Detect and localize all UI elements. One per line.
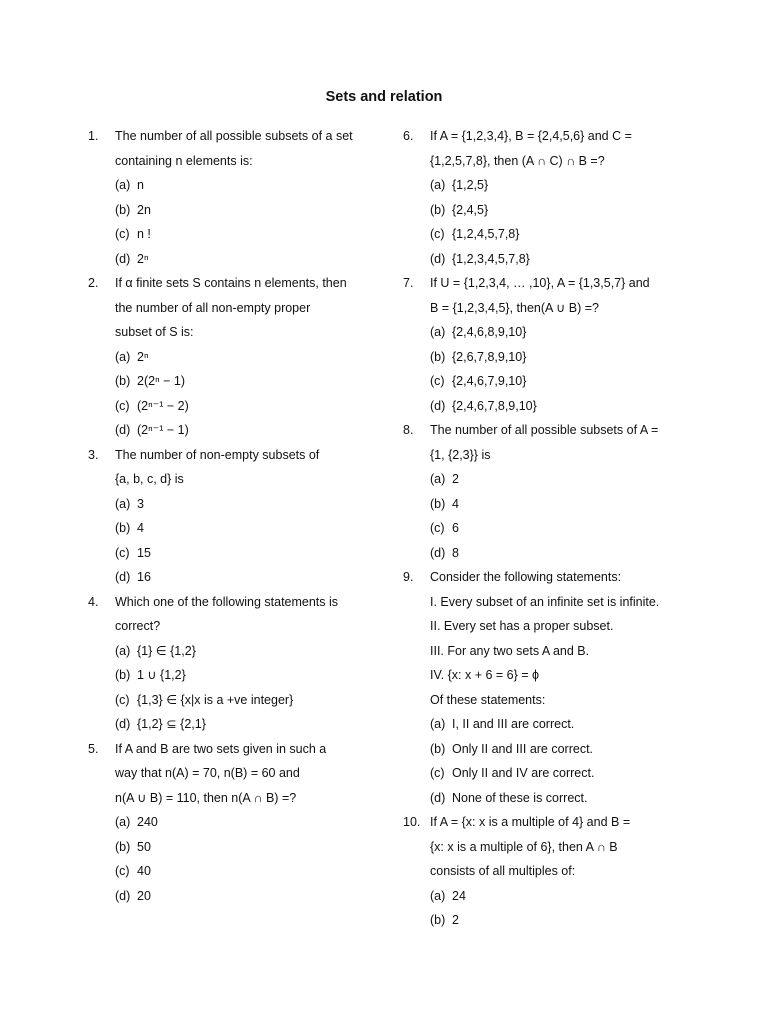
option-label: (b) [430,349,446,364]
option-label: (c) [430,227,445,241]
option-text: (2ⁿ⁻¹ − 1) [137,423,189,437]
question-stem-line [403,124,703,149]
option-label: (d) [115,717,131,731]
option-label: (a) [430,325,446,339]
option-label: (b) [115,374,131,388]
option-text: 2 [452,913,459,927]
option-text: 240 [137,815,158,829]
question-text: Of these statements: [430,692,546,707]
option-label: (b) [115,839,131,854]
option-label: (b) [430,913,446,927]
option-text: 2ⁿ [137,251,149,266]
answer-option [88,541,388,566]
option-text: n [137,178,144,192]
question-text: IV. {x: x + 6 = 6} = ϕ [430,668,540,682]
option-text: 2ⁿ [137,349,149,364]
answer-option [88,198,388,223]
answer-option [403,345,703,370]
option-text: I, II and III are correct. [452,717,575,731]
option-label: (c) [430,374,445,388]
option-label: (d) [430,251,446,266]
option-label: (b) [430,202,446,217]
option-text: Only II and IV are correct. [452,766,595,780]
option-text: {1} ∈ {1,2} [137,643,196,658]
option-text: n ! [137,227,151,241]
question-number: 9. [403,570,414,584]
question-text: the number of all non-empty proper [115,300,311,315]
question-number: 2. [88,276,99,290]
option-text: 8 [452,545,459,560]
answer-option [88,394,388,419]
question-text: I. Every subset of an infinite set is infinite. [430,594,660,609]
question-stem-line [403,810,703,835]
answer-option [403,884,703,909]
question-stem-line [403,271,703,296]
answer-option [88,418,388,443]
option-label: (b) [430,741,446,756]
option-text: {1,2,5} [452,178,489,192]
option-label: (c) [430,521,445,535]
answer-option [88,516,388,541]
question-text: If A = {1,2,3,4}, B = {2,4,5,6} and C = [430,129,632,143]
option-text: 2 [452,472,459,486]
answer-option [88,247,388,272]
option-text: {2,6,7,8,9,10} [452,349,527,364]
question-item [403,565,703,810]
option-label: (c) [115,398,130,413]
option-label: (d) [430,398,446,413]
option-label: (a) [430,472,446,486]
option-label: (a) [115,496,131,511]
question-number: 8. [403,423,414,437]
question-stem-line [403,418,703,443]
question-item [403,271,703,418]
answer-option [88,835,388,860]
answer-option [88,369,388,394]
answer-option [403,761,703,786]
option-label: (a) [430,178,446,192]
question-number: 10. [403,815,421,829]
option-text: 2(2ⁿ − 1) [137,374,185,388]
right-question-column [403,124,703,933]
answer-option [88,639,388,664]
option-label: (a) [115,178,131,192]
answer-option [403,516,703,541]
answer-option [88,712,388,737]
question-item [403,810,703,933]
question-number: 6. [403,129,414,143]
question-stem-line [88,443,388,468]
answer-option [88,565,388,590]
option-text: {1,2,4,5,7,8} [452,227,520,241]
option-text: 15 [137,545,151,560]
answer-option [88,688,388,713]
option-label: (b) [115,668,131,682]
option-label: (a) [115,643,131,658]
option-label: (a) [430,717,446,731]
question-text: If U = {1,2,3,4, … ,10}, A = {1,3,5,7} and [430,276,650,290]
question-text: Consider the following statements: [430,570,622,584]
option-text: {2,4,6,7,8,9,10} [452,398,537,413]
question-text: {1,2,5,7,8}, then (A ∩ C) ∩ B =? [430,153,605,168]
answer-option [88,810,388,835]
question-stem-line [88,124,388,149]
question-item [88,271,388,443]
option-text: 40 [137,864,151,878]
answer-option [403,247,703,272]
question-item [403,418,703,565]
option-label: (b) [115,521,131,535]
answer-option [403,173,703,198]
question-text: III. For any two sets A and B. [430,643,590,658]
question-text: If α finite sets S contains n elements, then [115,276,347,290]
question-text: If A = {x: x is a multiple of 4} and B = [430,815,631,829]
question-text: If A and B are two sets given in such a [115,741,327,756]
question-text: The number of non-empty subsets of [115,447,320,462]
answer-option [403,541,703,566]
question-number: 5. [88,741,99,756]
answer-option [403,369,703,394]
left-question-column [88,124,388,908]
option-text: (2ⁿ⁻¹ − 2) [137,398,189,413]
answer-option [88,345,388,370]
option-label: (d) [115,423,131,437]
page-title: Sets and relation [325,89,443,105]
option-label: (b) [115,202,131,217]
option-text: None of these is correct. [452,790,588,805]
question-text: consists of all multiples of: [430,864,576,878]
option-label: (d) [115,570,131,584]
option-label: (a) [115,815,131,829]
option-text: {1,2} ⊆ {2,1} [137,717,206,731]
question-text: The number of all possible subsets of a set [115,129,353,143]
option-label: (c) [115,864,130,878]
question-item [88,124,388,271]
question-item [403,124,703,271]
option-text: 2n [137,202,151,217]
option-label: (c) [115,227,130,241]
option-text: 20 [137,888,151,903]
answer-option [88,884,388,909]
answer-option [403,394,703,419]
option-label: (c) [115,692,130,707]
question-text: {x: x is a multiple of 6}, then A ∩ B [430,839,618,854]
question-stem-line [403,565,703,590]
question-stem-line [88,590,388,615]
answer-option [403,737,703,762]
question-text: {a, b, c, d} is [115,472,184,486]
question-item [88,590,388,737]
option-text: {2,4,5} [452,202,489,217]
answer-option [403,467,703,492]
answer-option [88,492,388,517]
option-text: {2,4,6,8,9,10} [452,325,527,339]
question-text: subset of S is: [115,325,194,339]
option-text: {1,3} ∈ {x|x is a +ve integer} [137,692,294,707]
answer-option [88,222,388,247]
question-text: The number of all possible subsets of A = [430,423,659,437]
question-text: correct? [115,619,161,633]
answer-option [403,222,703,247]
option-text: {1,2,3,4,5,7,8} [452,251,530,266]
option-label: (d) [430,545,446,560]
answer-option [88,859,388,884]
question-item [88,737,388,909]
question-text: {1, {2,3}} is [430,447,491,462]
option-label: (b) [430,496,446,511]
option-label: (c) [430,766,445,780]
answer-option [403,712,703,737]
option-text: 50 [137,839,151,854]
question-text: n(A ∪ B) = 110, then n(A ∩ B) =? [115,790,297,805]
answer-option [88,663,388,688]
answer-option [88,173,388,198]
answer-option [403,492,703,517]
question-text: way that n(A) = 70, n(B) = 60 and [115,766,300,780]
option-text: 6 [452,521,459,535]
option-text: 4 [452,496,459,511]
option-text: 16 [137,570,151,584]
answer-option [403,320,703,345]
option-text: 3 [137,496,144,511]
option-label: (a) [115,349,131,364]
answer-option [403,786,703,811]
answer-option [403,908,703,933]
question-number: 4. [88,594,99,609]
question-number: 3. [88,447,99,462]
option-label: (a) [430,888,446,903]
question-number: 1. [88,129,99,143]
option-text: 4 [137,521,144,535]
question-text: Which one of the following statements is [115,594,339,609]
question-text: containing n elements is: [115,153,253,168]
option-text: 24 [452,888,466,903]
option-label: (d) [115,888,131,903]
option-label: (d) [430,790,446,805]
option-text: {2,4,6,7,9,10} [452,374,527,388]
question-number: 7. [403,276,414,290]
option-label: (c) [115,545,130,560]
option-label: (d) [115,251,131,266]
option-text: 1 ∪ {1,2} [137,668,186,682]
question-item [88,443,388,590]
question-text: II. Every set has a proper subset. [430,619,614,633]
question-stem-line [88,271,388,296]
option-text: Only II and III are correct. [452,741,594,756]
answer-option [403,198,703,223]
question-stem-line [88,737,388,762]
question-text: B = {1,2,3,4,5}, then(A ∪ B) =? [430,300,599,315]
